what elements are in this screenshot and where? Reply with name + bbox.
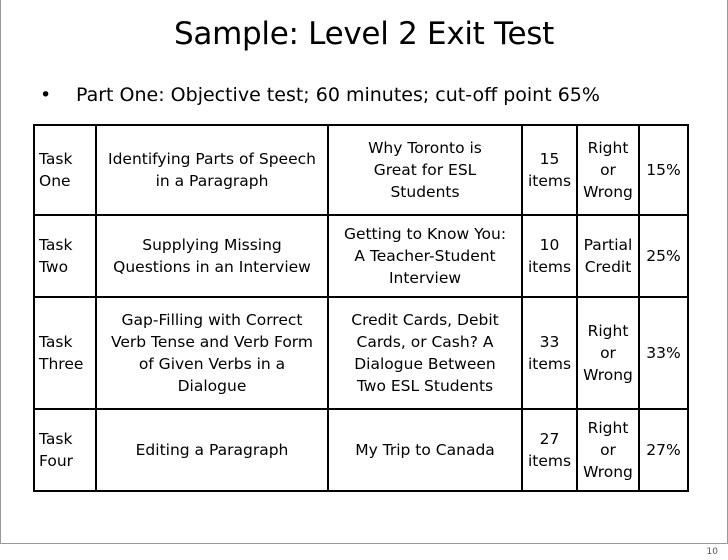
passage-cell xyxy=(328,297,522,409)
passage-line: Dialogue Between xyxy=(354,355,496,373)
task-line: Task xyxy=(39,430,73,448)
items-line: items xyxy=(527,355,572,373)
bullet-dot: • xyxy=(40,84,52,106)
table-row xyxy=(34,125,688,215)
passage-cell xyxy=(328,409,522,491)
passage-cell xyxy=(328,215,522,297)
passage-line: Why Toronto is xyxy=(368,139,482,157)
exam-table xyxy=(33,124,689,492)
passage-line: Credit Cards, Debit xyxy=(351,311,499,329)
description-line: Verb Tense and Verb Form xyxy=(110,333,313,351)
items-cell xyxy=(522,125,577,215)
description-line: Dialogue xyxy=(177,377,247,395)
scoring-line: or xyxy=(600,441,616,459)
items-cell xyxy=(522,409,577,491)
description-line: Supplying Missing xyxy=(142,236,282,254)
scoring-line: Wrong xyxy=(583,366,633,384)
scoring-line: Wrong xyxy=(583,183,633,201)
passage-line: Two ESL Students xyxy=(356,377,494,395)
task-line: One xyxy=(39,172,71,190)
passage-line: Students xyxy=(390,183,460,201)
description-line: Questions in an Interview xyxy=(113,258,311,276)
table-row xyxy=(34,297,688,409)
task-line: Four xyxy=(39,452,74,470)
scoring-line: Right xyxy=(587,419,629,437)
passage-line: Great for ESL xyxy=(373,161,477,179)
items-line: items xyxy=(527,258,572,276)
description-line: Editing a Paragraph xyxy=(135,441,289,459)
scoring-cell xyxy=(577,409,639,491)
scoring-line: Partial xyxy=(583,236,633,254)
slide-title: Sample: Level 2 Exit Test xyxy=(174,16,554,52)
task-line: Task xyxy=(39,236,73,254)
passage-line: My Trip to Canada xyxy=(355,441,495,459)
scoring-cell xyxy=(577,125,639,215)
scoring-line: Wrong xyxy=(583,463,633,481)
task-cell xyxy=(34,215,96,297)
passage-line: A Teacher-Student xyxy=(354,247,496,265)
description-line: Gap-Filling with Correct xyxy=(121,311,303,329)
passage-line: Interview xyxy=(388,269,462,287)
items-cell xyxy=(522,215,577,297)
items-cell xyxy=(522,297,577,409)
task-line: Two xyxy=(39,258,69,276)
passage-line: Getting to Know You: xyxy=(343,225,507,243)
scoring-line: or xyxy=(600,344,616,362)
description-line: of Given Verbs in a xyxy=(138,355,286,373)
description-cell xyxy=(96,409,328,491)
items-line: 33 xyxy=(539,333,560,351)
weight-cell: 15% xyxy=(639,125,688,215)
task-cell xyxy=(34,297,96,409)
table-row xyxy=(34,215,688,297)
items-line: items xyxy=(527,172,572,190)
task-line: Task xyxy=(39,150,73,168)
description-cell xyxy=(96,215,328,297)
task-line: Task xyxy=(39,333,73,351)
task-cell xyxy=(34,125,96,215)
items-line: 15 xyxy=(539,150,560,168)
scoring-line: Credit xyxy=(584,258,632,276)
description-line: Identifying Parts of Speech xyxy=(108,150,316,168)
description-cell xyxy=(96,297,328,409)
passage-line: Cards, or Cash? A xyxy=(356,333,494,351)
scoring-cell xyxy=(577,215,639,297)
page-number: 10 xyxy=(706,547,718,557)
description-cell xyxy=(96,125,328,215)
passage-cell xyxy=(328,125,522,215)
items-line: items xyxy=(527,452,572,470)
bullet-point xyxy=(40,82,600,108)
description-line: in a Paragraph xyxy=(155,172,269,190)
weight-cell: 33% xyxy=(639,297,688,409)
weight-cell: 25% xyxy=(639,215,688,297)
items-line: 27 xyxy=(539,430,560,448)
scoring-line: or xyxy=(600,161,616,179)
task-line: Three xyxy=(39,355,84,373)
items-line: 10 xyxy=(539,236,560,254)
scoring-line: Right xyxy=(587,139,629,157)
task-cell xyxy=(34,409,96,491)
bullet-text: Part One: Objective test; 60 minutes; cut-off point 65% xyxy=(76,84,600,106)
weight-cell: 27% xyxy=(639,409,688,491)
scoring-cell xyxy=(577,297,639,409)
table-row xyxy=(34,409,688,491)
scoring-line: Right xyxy=(587,322,629,340)
